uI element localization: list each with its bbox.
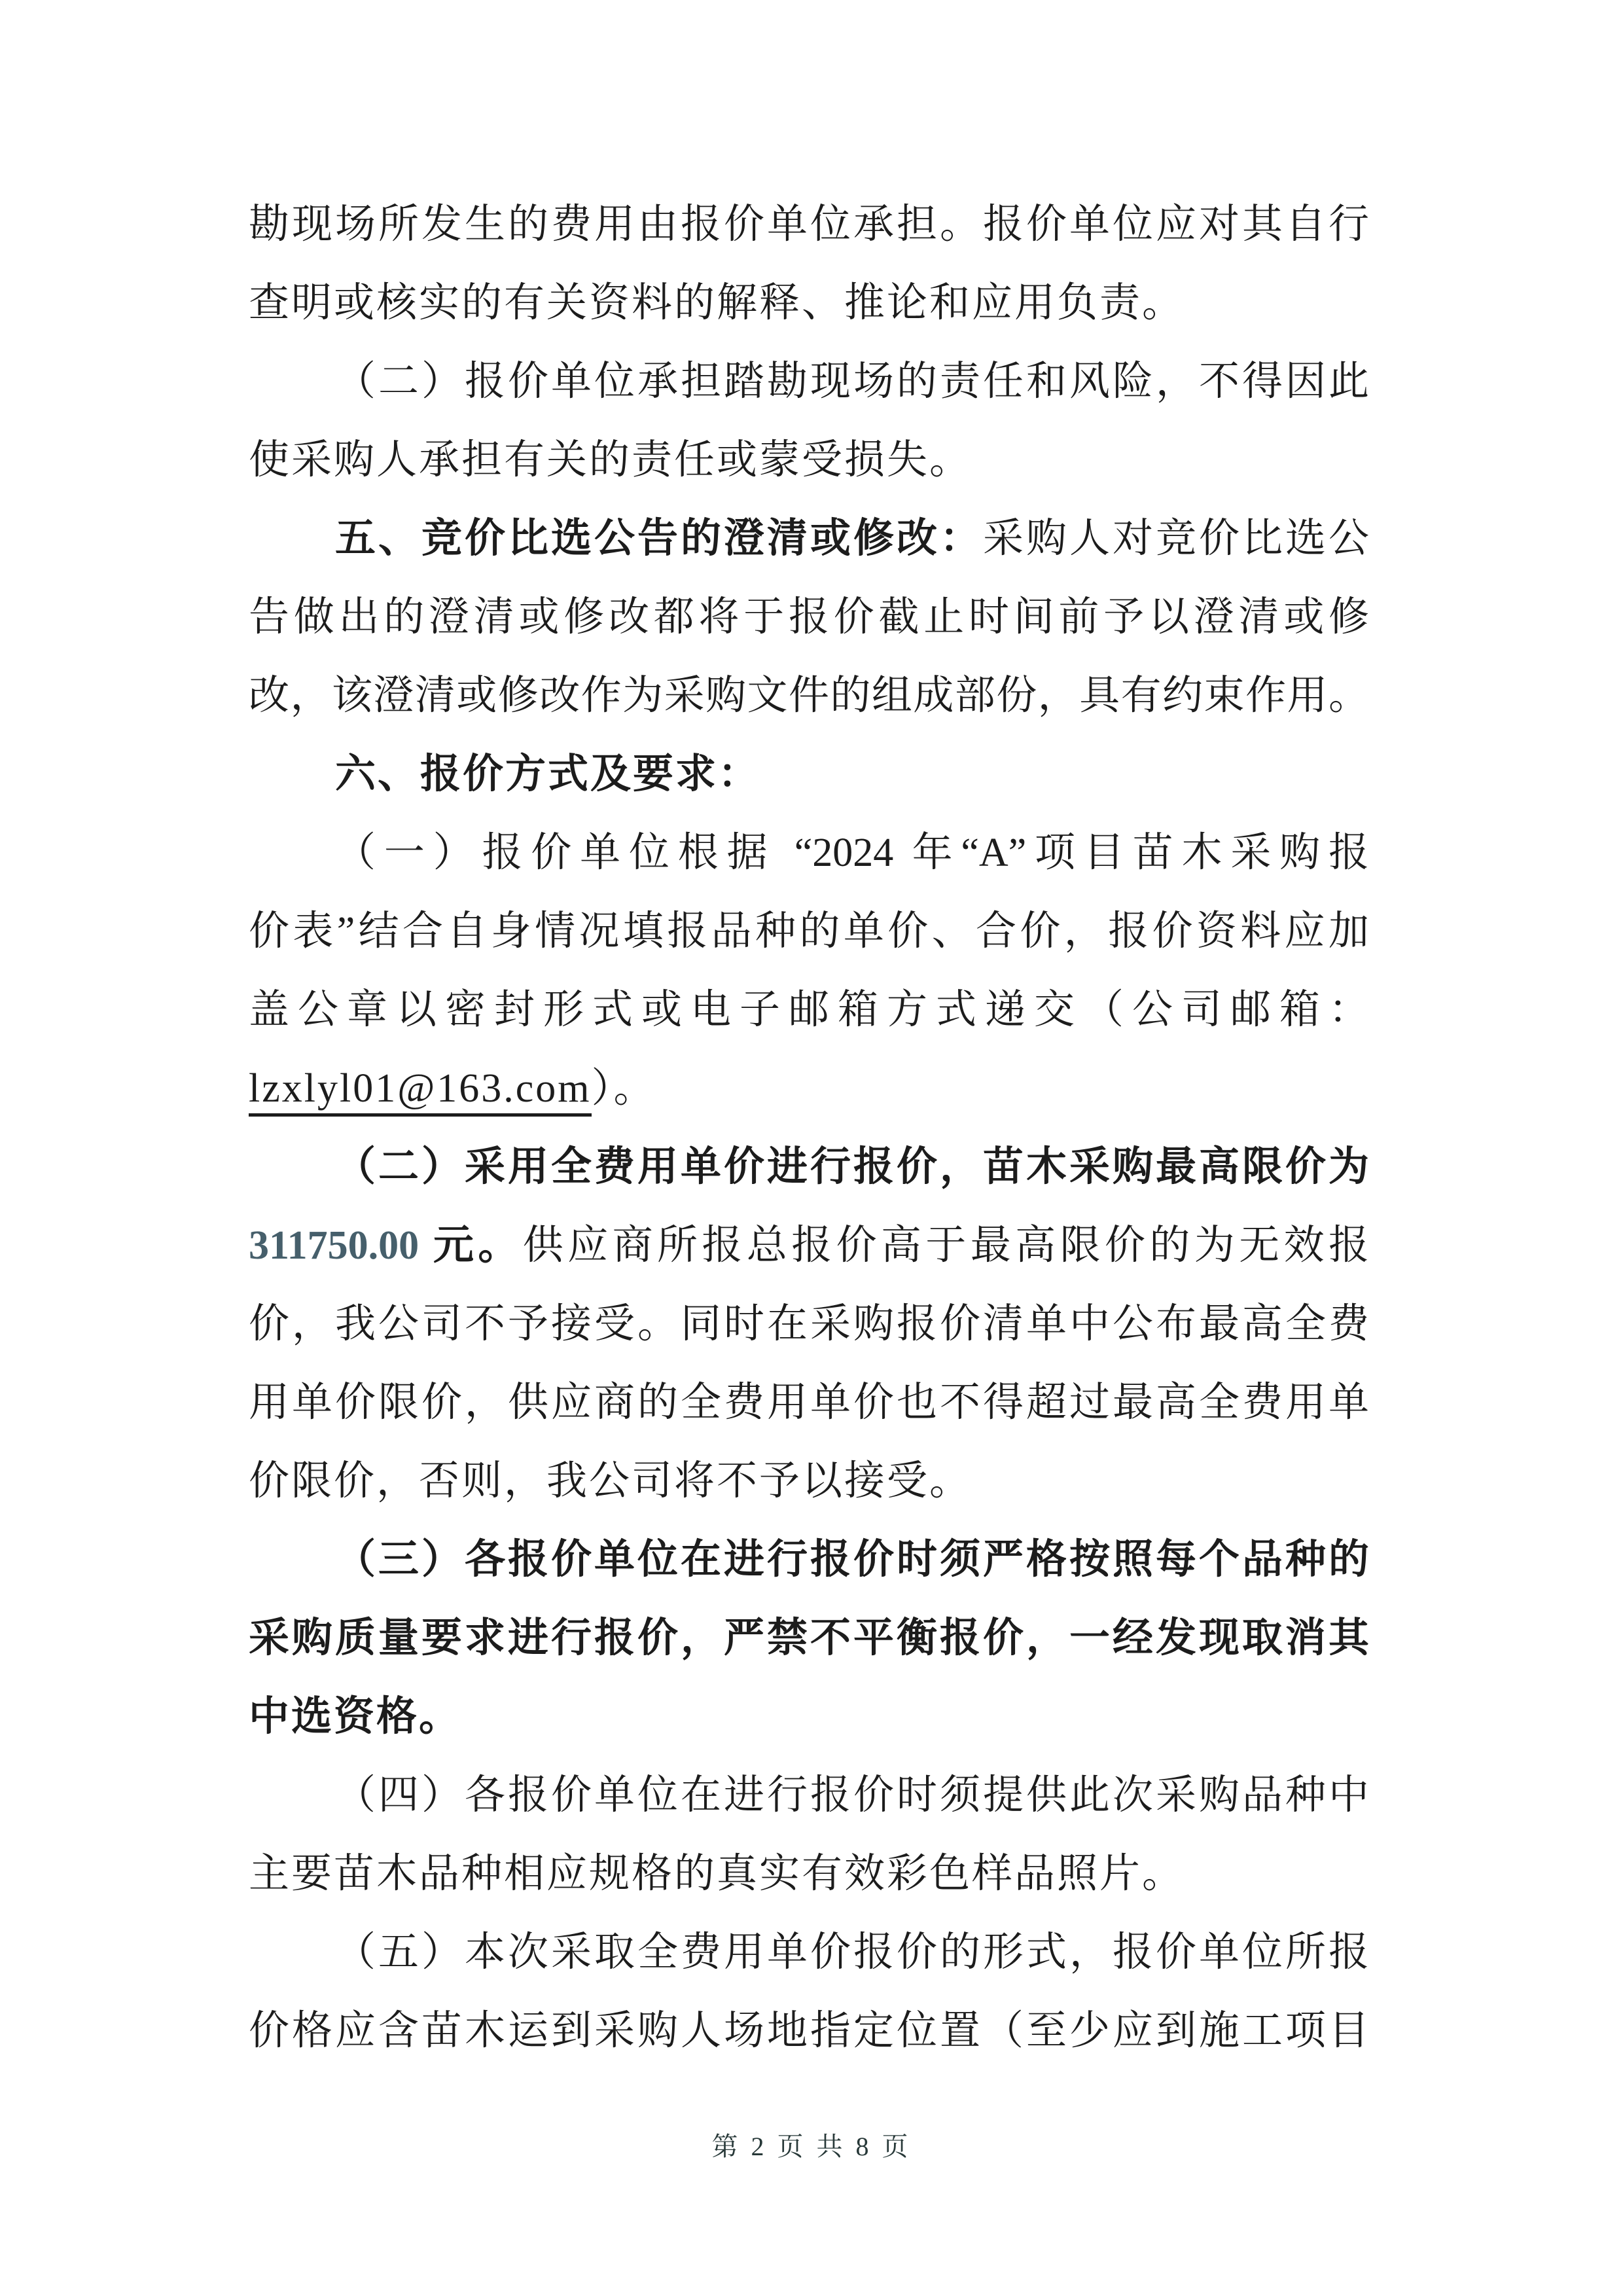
section-heading-six: 六、报价方式及要求： (335, 752, 761, 797)
text-line: 勘现场所发生的费用由报价单位承担。报价单位应对其自行 (249, 202, 1369, 247)
text-line: （二）报价单位承担踏勘现场的责任和风险，不得因此 (335, 359, 1369, 404)
text-line: 查明或核实的有关资料的解释、推论和应用负责。 (249, 281, 1185, 325)
text-segment: ）。 (591, 1066, 656, 1111)
email-text: lzxlyl01@163.com (249, 1066, 592, 1117)
text-segment: 采购人对竞价比选公 (982, 516, 1369, 561)
text-line: 使采购人承担有关的责任或蒙受损失。 (249, 438, 972, 482)
text-line: 价限价，否则，我公司将不予以接受。 (249, 1459, 972, 1503)
text-line: （一）报价单位根据 “2024 年“A”项目苗木采购报 (335, 831, 1369, 875)
page-number: 第 2 页 共 8 页 (711, 2132, 912, 2161)
text-line: （五）本次采取全费用单价报价的形式，报价单位所报 (335, 1930, 1369, 1975)
text-line: （三）各报价单位在进行报价时须严格按照每个品种的 (335, 1537, 1369, 1582)
text-segment: 供应商所报总报价高于最高限价的为无效报 (522, 1223, 1369, 1268)
text-line-email (249, 1049, 1369, 1128)
text-line: 用单价限价，供应商的全费用单价也不得超过最高全费用单 (249, 1380, 1369, 1425)
yuan-label: 元。 (419, 1223, 523, 1268)
text-line: （四）各报价单位在进行报价时须提供此次采购品种中 (335, 1773, 1369, 1818)
text-line: 中选资格。 (249, 1695, 462, 1739)
text-line: 价，我公司不予接受。同时在采购报价清单中公布最高全费 (249, 1302, 1369, 1346)
text-line: 改，该澄清或修改作为采购文件的组成部份，具有约束作用。 (249, 673, 1369, 718)
text-line: 价格应含苗木运到采购人场地指定位置（至少应到施工项目 (249, 2009, 1369, 2053)
section-heading-five: 五、竞价比选公告的澄清或修改： (335, 516, 983, 561)
text-line: 主要苗木品种相应规格的真实有效彩色样品照片。 (249, 1852, 1185, 1896)
text-line (249, 1206, 1369, 1285)
text-line: 采购质量要求进行报价，严禁不平衡报价，一经发现取消其 (249, 1616, 1369, 1660)
text-line (249, 499, 1369, 578)
text-line: 价表”结合自身情况填报品种的单价、合价，报价资料应加 (249, 909, 1369, 954)
document-body (249, 185, 1369, 2070)
max-price-value: 311750.00 (249, 1223, 419, 1268)
text-line: 盖公章以密封形式或电子邮箱方式递交（公司邮箱： (249, 988, 1369, 1032)
text-line: 告做出的澄清或修改都将于报价截止时间前予以澄清或修 (249, 595, 1369, 639)
text-line: （二）采用全费用单价进行报价，苗木采购最高限价为 (335, 1145, 1369, 1189)
